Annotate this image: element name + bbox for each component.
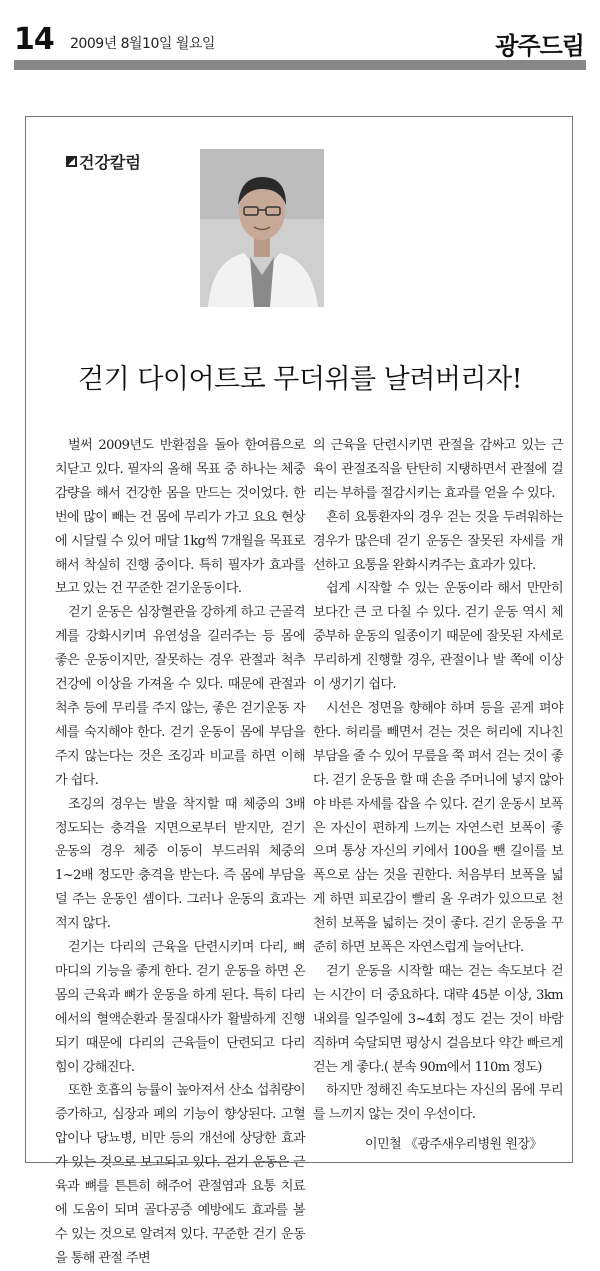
newspaper-brand: 광주드림 xyxy=(495,32,584,60)
paragraph: 의 근육을 단련시키면 관절을 감싸고 있는 근육이 관절조직을 탄탄히 지탱하면서 관절에 걸리는 부하를 절감시키는 효과를 얻을 수 있다. xyxy=(313,438,563,501)
paragraph: 하지만 정해진 속도보다는 자신의 몸에 무리를 느끼지 않는 것이 우선이다. xyxy=(313,1083,563,1123)
body-column-right xyxy=(313,434,563,1127)
paragraph: 벌써 2009년도 반환점을 돌아 한여름으로 치닫고 있다. 필자의 올해 목표 중 하나는 체중감량을 해서 건강한 몸을 만드는 것이었다. 한번에 많이 빼는 건 몸에 무리가 가고 요요 현상에 시달릴 수 있어 매달 1kg씩 7개월을 목표로 해서 착실히 진행 중이다. 특히 필자가 효과를 보고 있는 건 꾸준한 걷기운동이다. xyxy=(55,438,305,597)
paragraph: 조깅의 경우는 발을 착지할 때 체중의 3배 정도되는 충격을 지면으로부터 받지만, 걷기 운동의 경우 체중 이동이 부드러워 체중의 1~2배 정도만 충격을 받는다. 즉 몸에 부담을 덜 주는 운동인 셈이다. 그러나 운동의 효과는 적지 않다. xyxy=(55,796,305,932)
paragraph: 걷기 운동은 심장혈관을 강하게 하고 근골격계를 강화시키며 유연성을 길러주는 등 몸에 좋은 운동이지만, 잘못하는 경우 관절과 척추건강에 이상을 가져올 수 있다. 때문에 관절과 척추 등에 무리를 주지 않는, 좋은 걷기운동 자세를 숙지해야 한다. 걷기 운동이 몸에 부담을 주지 않는다는 것은 조깅과 비교를 하면 이해가 쉽다. xyxy=(55,605,305,788)
doctor-portrait-image xyxy=(200,149,324,307)
article-title: 걷기 다이어트로 무더위를 날려버리자! xyxy=(78,364,522,395)
column-label xyxy=(66,150,141,173)
page-number: 14 xyxy=(14,22,54,57)
body-column-left xyxy=(55,434,305,1271)
paragraph: 걷기 운동을 시작할 때는 걷는 속도보다 걷는 시간이 더 중요하다. 대략 45분 이상, 3km 내외를 일주일에 3~4회 정도 걷는 것이 바람직하며 숙달되면 평상시 걸음보다 약간 빠르게 걷는 게 좋다.( 분속 90m에서 110m 정도) xyxy=(313,963,563,1075)
page-header xyxy=(0,0,600,70)
paragraph: 흔히 요통환자의 경우 걷는 것을 두려워하는 경우가 많은데 걷기 운동은 잘못된 자세를 개선하고 요통을 완화시켜주는 효과가 있다. xyxy=(313,509,563,573)
author-byline: 이민철 《광주새우리병원 원장》 xyxy=(365,1137,542,1152)
author-photo xyxy=(200,149,324,307)
paragraph: 시선은 정면을 향해야 하며 등을 곧게 펴야 한다. 허리를 빼면서 걷는 것은 허리에 지나친 부담을 줄 수 있어 무릎을 쭉 펴서 걷는 것이 좋다. 걷기 운동을 할 때 손을 주머니에 넣지 않아야 바른 자세를 잡을 수 있다. 걷기 운동시 보폭은 자신이 편하게 느끼는 자연스런 보폭이 좋으며 통상 자신의 키에서 100을 뺀 길이를 보폭으로 삼는 것을 권한다. 처음부터 보폭을 넓게 하면 피로감이 빨리 올 우려가 있으므로 천천히 보폭을 넓히는 것이 좋다. 걷기 운동을 꾸준히 하면 보폭은 자연스럽게 늘어난다. xyxy=(313,700,563,956)
paragraph: 쉽게 시작할 수 있는 운동이라 해서 만만히 보다간 큰 코 다칠 수 있다. 걷기 운동 역시 체중부하 운동의 일종이기 때문에 잘못된 자세로 무리하게 진행할 경우, 관절이나 발 쪽에 이상이 생기기 쉽다. xyxy=(313,581,563,693)
header-rule xyxy=(14,60,586,70)
column-label-text: 건강칼럼 xyxy=(79,153,141,172)
section-marker-icon xyxy=(66,156,77,167)
publication-date: 2009년 8월10일 월요일 xyxy=(70,36,215,52)
paragraph: 걷기는 다리의 근육을 단련시키며 다리, 뼈마디의 기능을 좋게 한다. 걷기 운동을 하면 온몸의 근육과 뼈가 운동을 하게 된다. 특히 다리에서의 혈액순환과 물질대사가 활발하게 진행되기 때문에 다리의 근육들이 단련되고 다리 힘이 강해진다. xyxy=(55,940,305,1075)
paragraph: 또한 호흡의 능률이 높아져서 산소 섭취량이 증가하고, 심장과 폐의 기능이 향상된다. 고혈압이나 당뇨병, 비만 등의 개선에 상당한 효과가 있는 것으로 보고되고 있다. 걷기 운동은 근육과 뼈를 튼튼히 해주어 관절염과 요통 치료에 도움이 되며 골다공증 예방에도 효과를 볼 수 있는 것으로 알려져 있다. 꾸준한 걷기 운동을 통해 관절 주변 xyxy=(55,1083,305,1266)
